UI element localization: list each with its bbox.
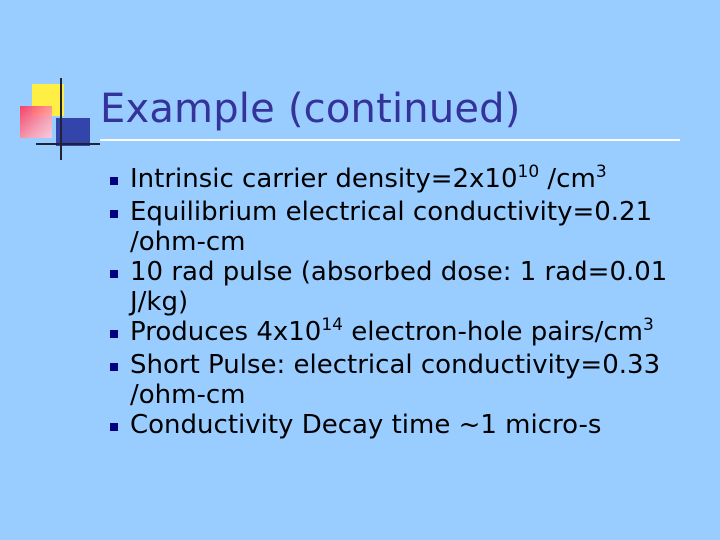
logo-red-square bbox=[20, 106, 52, 138]
square-bullet-icon bbox=[110, 177, 118, 185]
bullet-item: Short Pulse: electrical conductivity=0.33 /ohm-cm bbox=[110, 350, 710, 410]
logo-horizontal-line bbox=[36, 143, 100, 145]
title-underline bbox=[100, 139, 680, 141]
bullet-item: Equilibrium electrical conductivity=0.21 /ohm-cm bbox=[110, 197, 710, 257]
square-bullet-icon bbox=[110, 270, 118, 278]
slide-title: Example (continued) bbox=[100, 86, 521, 132]
logo-vertical-line bbox=[60, 78, 62, 160]
square-bullet-icon bbox=[110, 363, 118, 371]
square-bullet-icon bbox=[110, 210, 118, 218]
bullet-list bbox=[110, 164, 710, 440]
bullet-item: Produces $4x10^{14}$ electron-hole pairs/$cm^3$ bbox=[110, 317, 710, 350]
square-bullet-icon bbox=[110, 330, 118, 338]
decorative-logo bbox=[0, 0, 110, 170]
bullet-item: 10 rad pulse (absorbed dose: 1 rad=0.01 J/kg) bbox=[110, 257, 710, 317]
square-bullet-icon bbox=[110, 423, 118, 431]
bullet-item: Intrinsic carrier $density=2x10^{10}$ $/cm^3$ bbox=[110, 164, 710, 197]
bullet-item: Conductivity Decay time ~1 micro-s bbox=[110, 410, 710, 440]
